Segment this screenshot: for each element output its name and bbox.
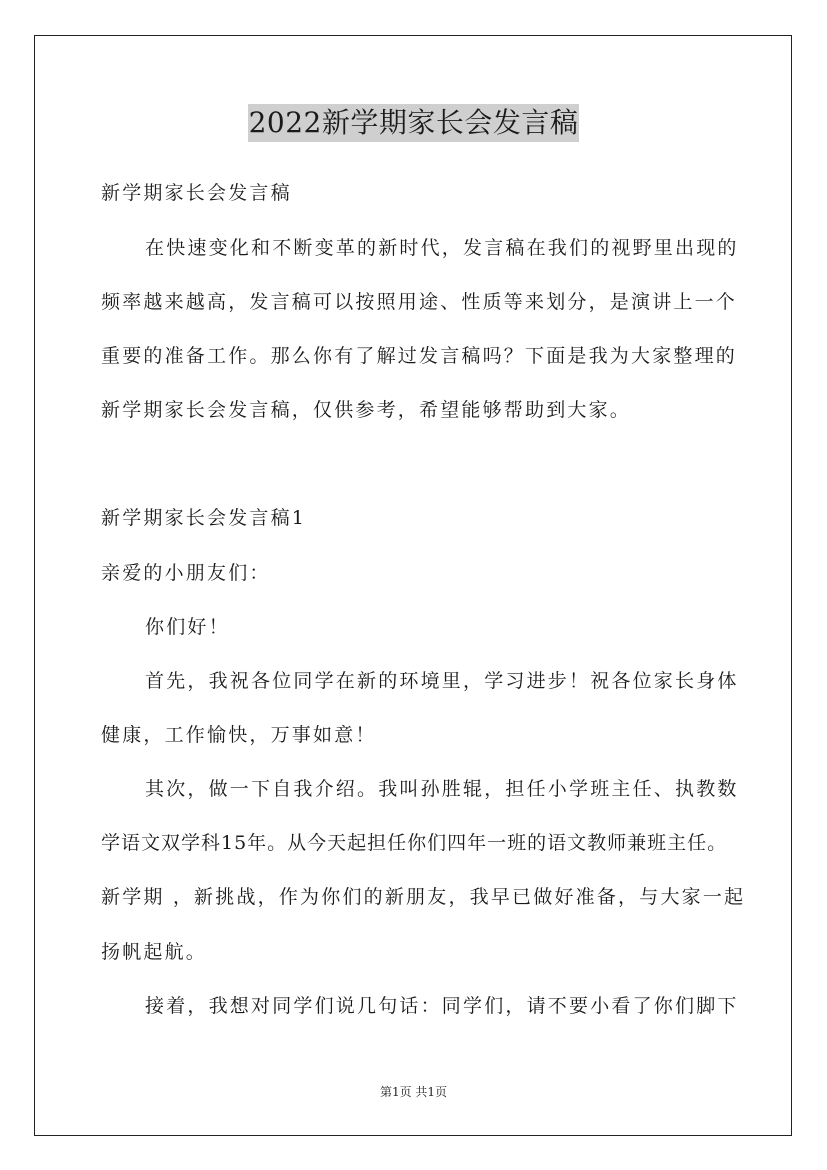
body-line: 其次，做一下自我介绍。我叫孙胜辊，担任小学班主任、执教数 xyxy=(145,778,739,800)
section-heading: 新学期家长会发言稿1 xyxy=(101,507,307,529)
body-line: 你们好！ xyxy=(145,616,230,638)
body-line: 亲爱的小朋友们： xyxy=(101,562,271,584)
body-line: 新学期家长会发言稿，仅供参考，希望能够帮助到大家。 xyxy=(101,399,632,421)
body-line: 新学期家长会发言稿 xyxy=(101,182,292,204)
page-footer: 第1页 共1页 xyxy=(379,1085,448,1099)
body-line: 扬帆起航。 xyxy=(101,941,208,963)
body-line: 首先，我祝各位同学在新的环境里，学习进步！祝各位家长身体 xyxy=(145,670,739,692)
body-line: 接着，我想对同学们说几句话：同学们，请不要小看了你们脚下 xyxy=(145,995,739,1017)
body-line: 健康，工作愉快，万事如意！ xyxy=(101,724,377,746)
document-title: 2022新学期家长会发言稿 xyxy=(248,104,580,142)
body-line: 频率越来越高，发言稿可以按照用途、性质等来划分，是演讲上一个 xyxy=(101,291,738,313)
body-line: 学语文双学科15年。从今天起担任你们四年一班的语文教师兼班主任。 xyxy=(101,832,728,854)
body-line: 在快速变化和不断变革的新时代，发言稿在我们的视野里出现的 xyxy=(145,237,739,259)
body-line: 重要的准备工作。那么你有了解过发言稿吗？下面是我为大家整理的 xyxy=(101,345,738,367)
body-line: 新学期 ，新挑战，作为你们的新朋友，我早已做好准备，与大家一起 xyxy=(101,886,746,908)
title-container xyxy=(0,104,827,142)
